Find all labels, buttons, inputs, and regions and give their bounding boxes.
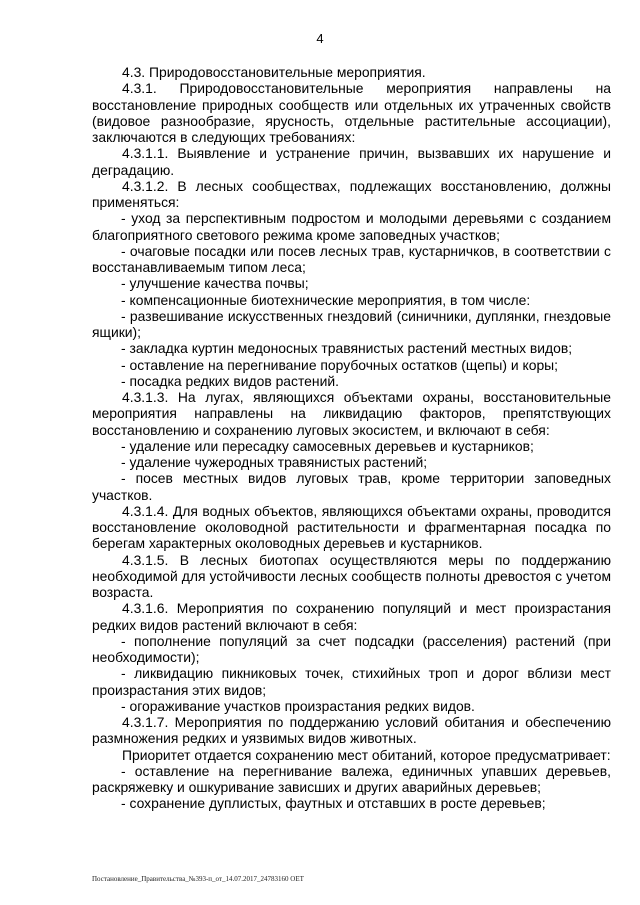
paragraph: 4.3.1.3. На лугах, являющихся объектами охраны, восстановительные мероприятия направлены на ликвидацию факторов, препятствующих восстановлению и сохранению луговых экосистем, и включают в себя: xyxy=(92,389,611,438)
paragraph: 4.3.1.4. Для водных объектов, являющихся объектами охраны, проводится восстановление околоводной растительности и фрагментарная посадка по берегам характерных околоводных деревьев и кустарников. xyxy=(92,502,611,552)
list-item: - развешивание искусственных гнездовий (синичники, дуплянки, гнездовые ящики); xyxy=(92,307,611,340)
paragraph: Приоритет отдается сохранению мест обитаний, которое предусматривает: xyxy=(122,746,611,763)
list-item: - пополнение популяций за счет подсадки (расселения) растений (при необходимости); xyxy=(92,632,611,665)
document-body xyxy=(92,64,611,812)
paragraph: 4.3.1.7. Мероприятия по поддержанию условий обитания и обеспечению размножения редких и уязвимых видов животных. xyxy=(92,714,611,747)
list-item: - удаление чужеродных травянистых растений; xyxy=(121,454,428,470)
page-number: 4 xyxy=(316,31,324,46)
paragraph: 4.3.1.1. Выявление и устранение причин, вызвавших их нарушение и деградацию. xyxy=(92,145,611,178)
list-item: - огораживание участков произрастания редких видов. xyxy=(121,697,475,714)
paragraph: 4.3.1.5. В лесных биотопах осуществляются меры по поддержанию необходимой для устойчивости лесных сообществ полноты древостоя с учетом возраста. xyxy=(92,551,611,600)
footer-file-reference: Постановление_Правительства_№393-п_от_14.07.2017_24783160 ОЕТ xyxy=(92,875,304,883)
list-item: - очаговые посадки или посев лесных трав, кустарничков, в соответствии с восстанавливаемым типом леса; xyxy=(92,242,611,275)
list-item: - оставление на перегнивание валежа, единичных упавших деревьев, раскряжевку и ошкуривание зависших и других аварийных деревьев; xyxy=(92,762,611,795)
paragraph: 4.3.1.6. Мероприятия по сохранению популяций и мест произрастания редких видов растений включают в себя: xyxy=(92,600,611,633)
list-item: - компенсационные биотехнические мероприятия, в том числе: xyxy=(121,291,531,308)
list-item: - посадка редких видов растений. xyxy=(121,372,339,389)
section-heading: 4.3. Природовосстановительные мероприятия. xyxy=(122,64,426,80)
list-item: - оставление на перегнивание порубочных остатков (щепы) и коры; xyxy=(121,356,559,373)
list-item: - улучшение качества почвы; xyxy=(121,275,309,292)
list-item: - удаление или пересадку самосевных деревьев и кустарников; xyxy=(121,437,534,454)
list-item: - уход за перспективным подростом и молодыми деревьями с созданием благоприятного светового режима кроме заповедных участков; xyxy=(92,210,611,243)
list-item: - сохранение дуплистых, фаутных и отставших в росте деревьев; xyxy=(121,795,546,812)
list-item: - посев местных видов луговых трав, кроме территории заповедных участков. xyxy=(92,470,611,503)
paragraph: 4.3.1. Природовосстановительные мероприятия направлены на восстановление природных сообществ или отдельных их утраченных свойств (видовое разнообразие, ярусность, отдельные растительные ассоциации), заключаются в следующих требованиях: xyxy=(92,80,611,145)
paragraph: 4.3.1.2. В лесных сообществах, подлежащих восстановлению, должны применяться: xyxy=(92,177,611,210)
list-item: - ликвидацию пикниковых точек, стихийных троп и дорог вблизи мест произрастания этих видов; xyxy=(92,665,611,698)
list-item: - закладка куртин медоносных травянистых растений местных видов; xyxy=(121,340,573,357)
